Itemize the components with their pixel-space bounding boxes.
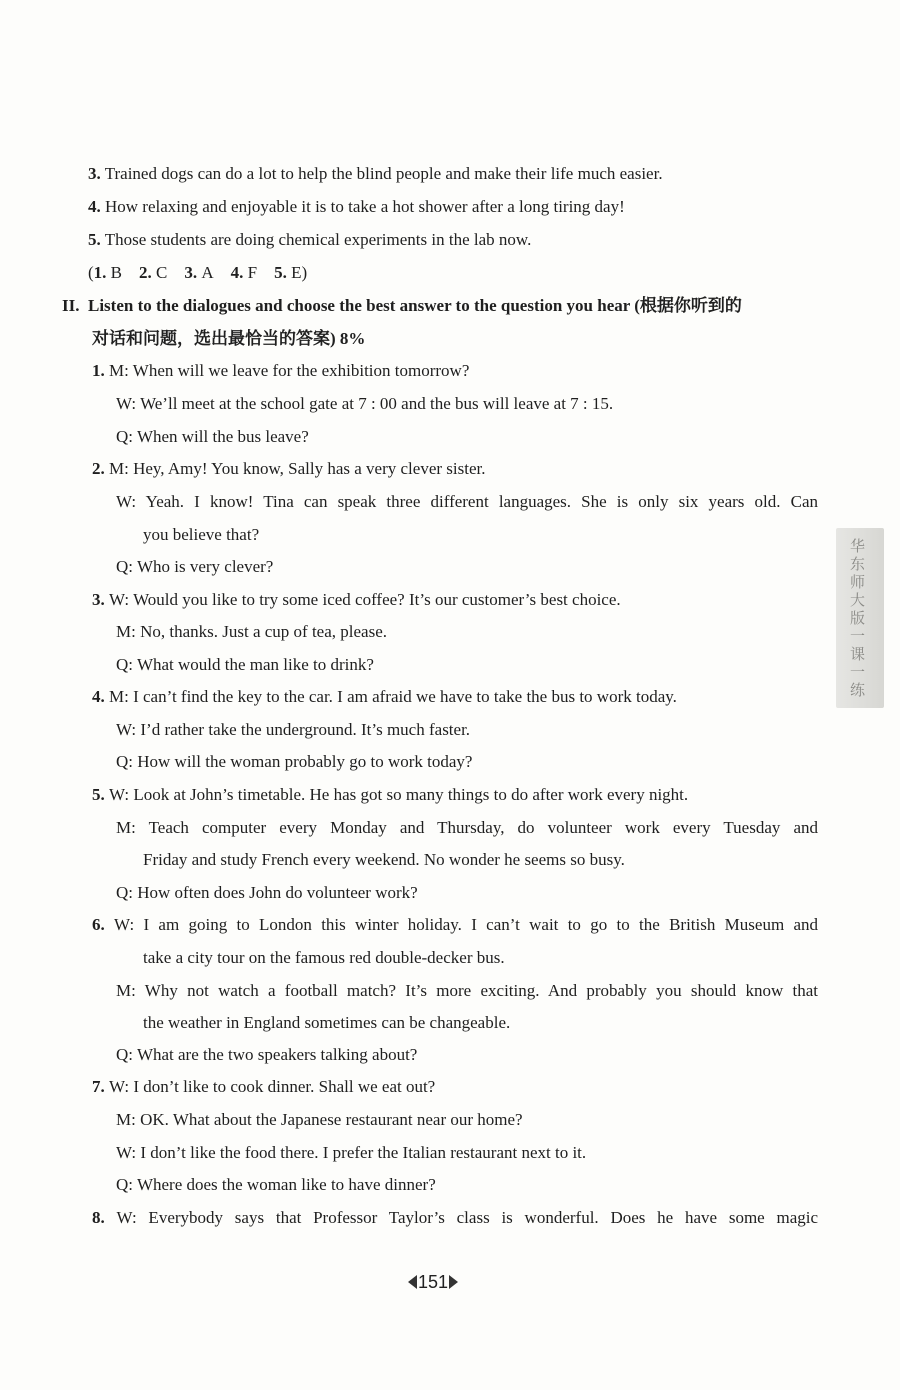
dialogue-3-question: Q: What would the man like to drink? xyxy=(116,655,374,674)
dialogue-5-line-1: 5. W: Look at John’s timetable. He has got so many things to do after work every night. xyxy=(92,785,689,804)
sentence-item-5: 5. Those students are doing chemical experiments in the lab now. xyxy=(88,230,532,249)
dialogue-6-question: Q: What are the two speakers talking about? xyxy=(116,1045,418,1064)
dialogue-2-line-2: W: Yeah. I know! Tina can speak three different languages. She is only six years old. Can xyxy=(116,492,818,511)
dialogue-6-line-4: the weather in England sometimes can be changeable. xyxy=(143,1013,511,1032)
dialogue-7-question: Q: Where does the woman like to have dinner? xyxy=(116,1175,436,1194)
dialogue-5-line-3: Friday and study French every weekend. No wonder he seems so busy. xyxy=(143,850,625,869)
answer-key: (1. B 2. C 3. A 4. F 5. E) xyxy=(88,263,308,282)
dialogue-1-line-2: W: We’ll meet at the school gate at 7 : 00 and the bus will leave at 7 : 15. xyxy=(116,394,614,413)
dialogue-4-line-2: W: I’d rather take the underground. It’s much faster. xyxy=(116,720,471,739)
dialogue-6-line-2: take a city tour on the famous red double-decker bus. xyxy=(143,948,505,967)
dialogue-2-question: Q: Who is very clever? xyxy=(116,557,274,576)
section-heading: II. Listen to the dialogues and choose the best answer to the question you hear (根据你听到的 xyxy=(62,296,742,315)
dialogue-4-question: Q: How will the woman probably go to work today? xyxy=(116,752,473,771)
dialogue-3-line-1: 3. W: Would you like to try some iced coffee? It’s our customer’s best choice. xyxy=(92,590,621,609)
side-tab-label: 华东师大版一课一练 xyxy=(848,538,866,700)
dialogue-3-line-2: M: No, thanks. Just a cup of tea, please. xyxy=(116,622,387,641)
dialogue-6-line-1: 6. W: I am going to London this winter holiday. I can’t wait to go to the British Museum and xyxy=(92,915,819,934)
page-number: 151 xyxy=(408,1272,458,1293)
dialogue-5-line-2: M: Teach computer every Monday and Thursday, do volunteer work every Tuesday and xyxy=(116,818,818,837)
dialogue-2-line-1: 2. M: Hey, Amy! You know, Sally has a very clever sister. xyxy=(92,459,486,478)
dialogue-7-line-2: M: OK. What about the Japanese restaurant near our home? xyxy=(116,1110,523,1129)
dialogue-8-line-1: 8. W: Everybody says that Professor Taylor’s class is wonderful. Does he have some magic xyxy=(92,1208,819,1227)
dialogue-1-line-1: 1. M: When will we leave for the exhibition tomorrow? xyxy=(92,361,470,380)
sentence-item-3: 3. Trained dogs can do a lot to help the blind people and make their life much easier. xyxy=(88,164,663,183)
section-heading-cont: 对话和问题，选出最恰当的答案) 8% xyxy=(92,329,366,348)
dialogue-7-line-3: W: I don’t like the food there. I prefer the Italian restaurant next to it. xyxy=(116,1143,587,1162)
dialogue-5-question: Q: How often does John do volunteer work? xyxy=(116,883,418,902)
arrow-right-icon xyxy=(449,1275,458,1289)
dialogue-7-line-1: 7. W: I don’t like to cook dinner. Shall we eat out? xyxy=(92,1077,436,1096)
dialogue-2-line-3: you believe that? xyxy=(143,525,260,544)
dialogue-1-question: Q: When will the bus leave? xyxy=(116,427,309,446)
dialogue-6-line-3: M: Why not watch a football match? It’s more exciting. And probably you should know that xyxy=(116,981,818,1000)
dialogue-4-line-1: 4. M: I can’t find the key to the car. I am afraid we have to take the bus to work today. xyxy=(92,687,677,706)
arrow-left-icon xyxy=(408,1275,417,1289)
sentence-item-4: 4. How relaxing and enjoyable it is to take a hot shower after a long tiring day! xyxy=(88,197,625,216)
